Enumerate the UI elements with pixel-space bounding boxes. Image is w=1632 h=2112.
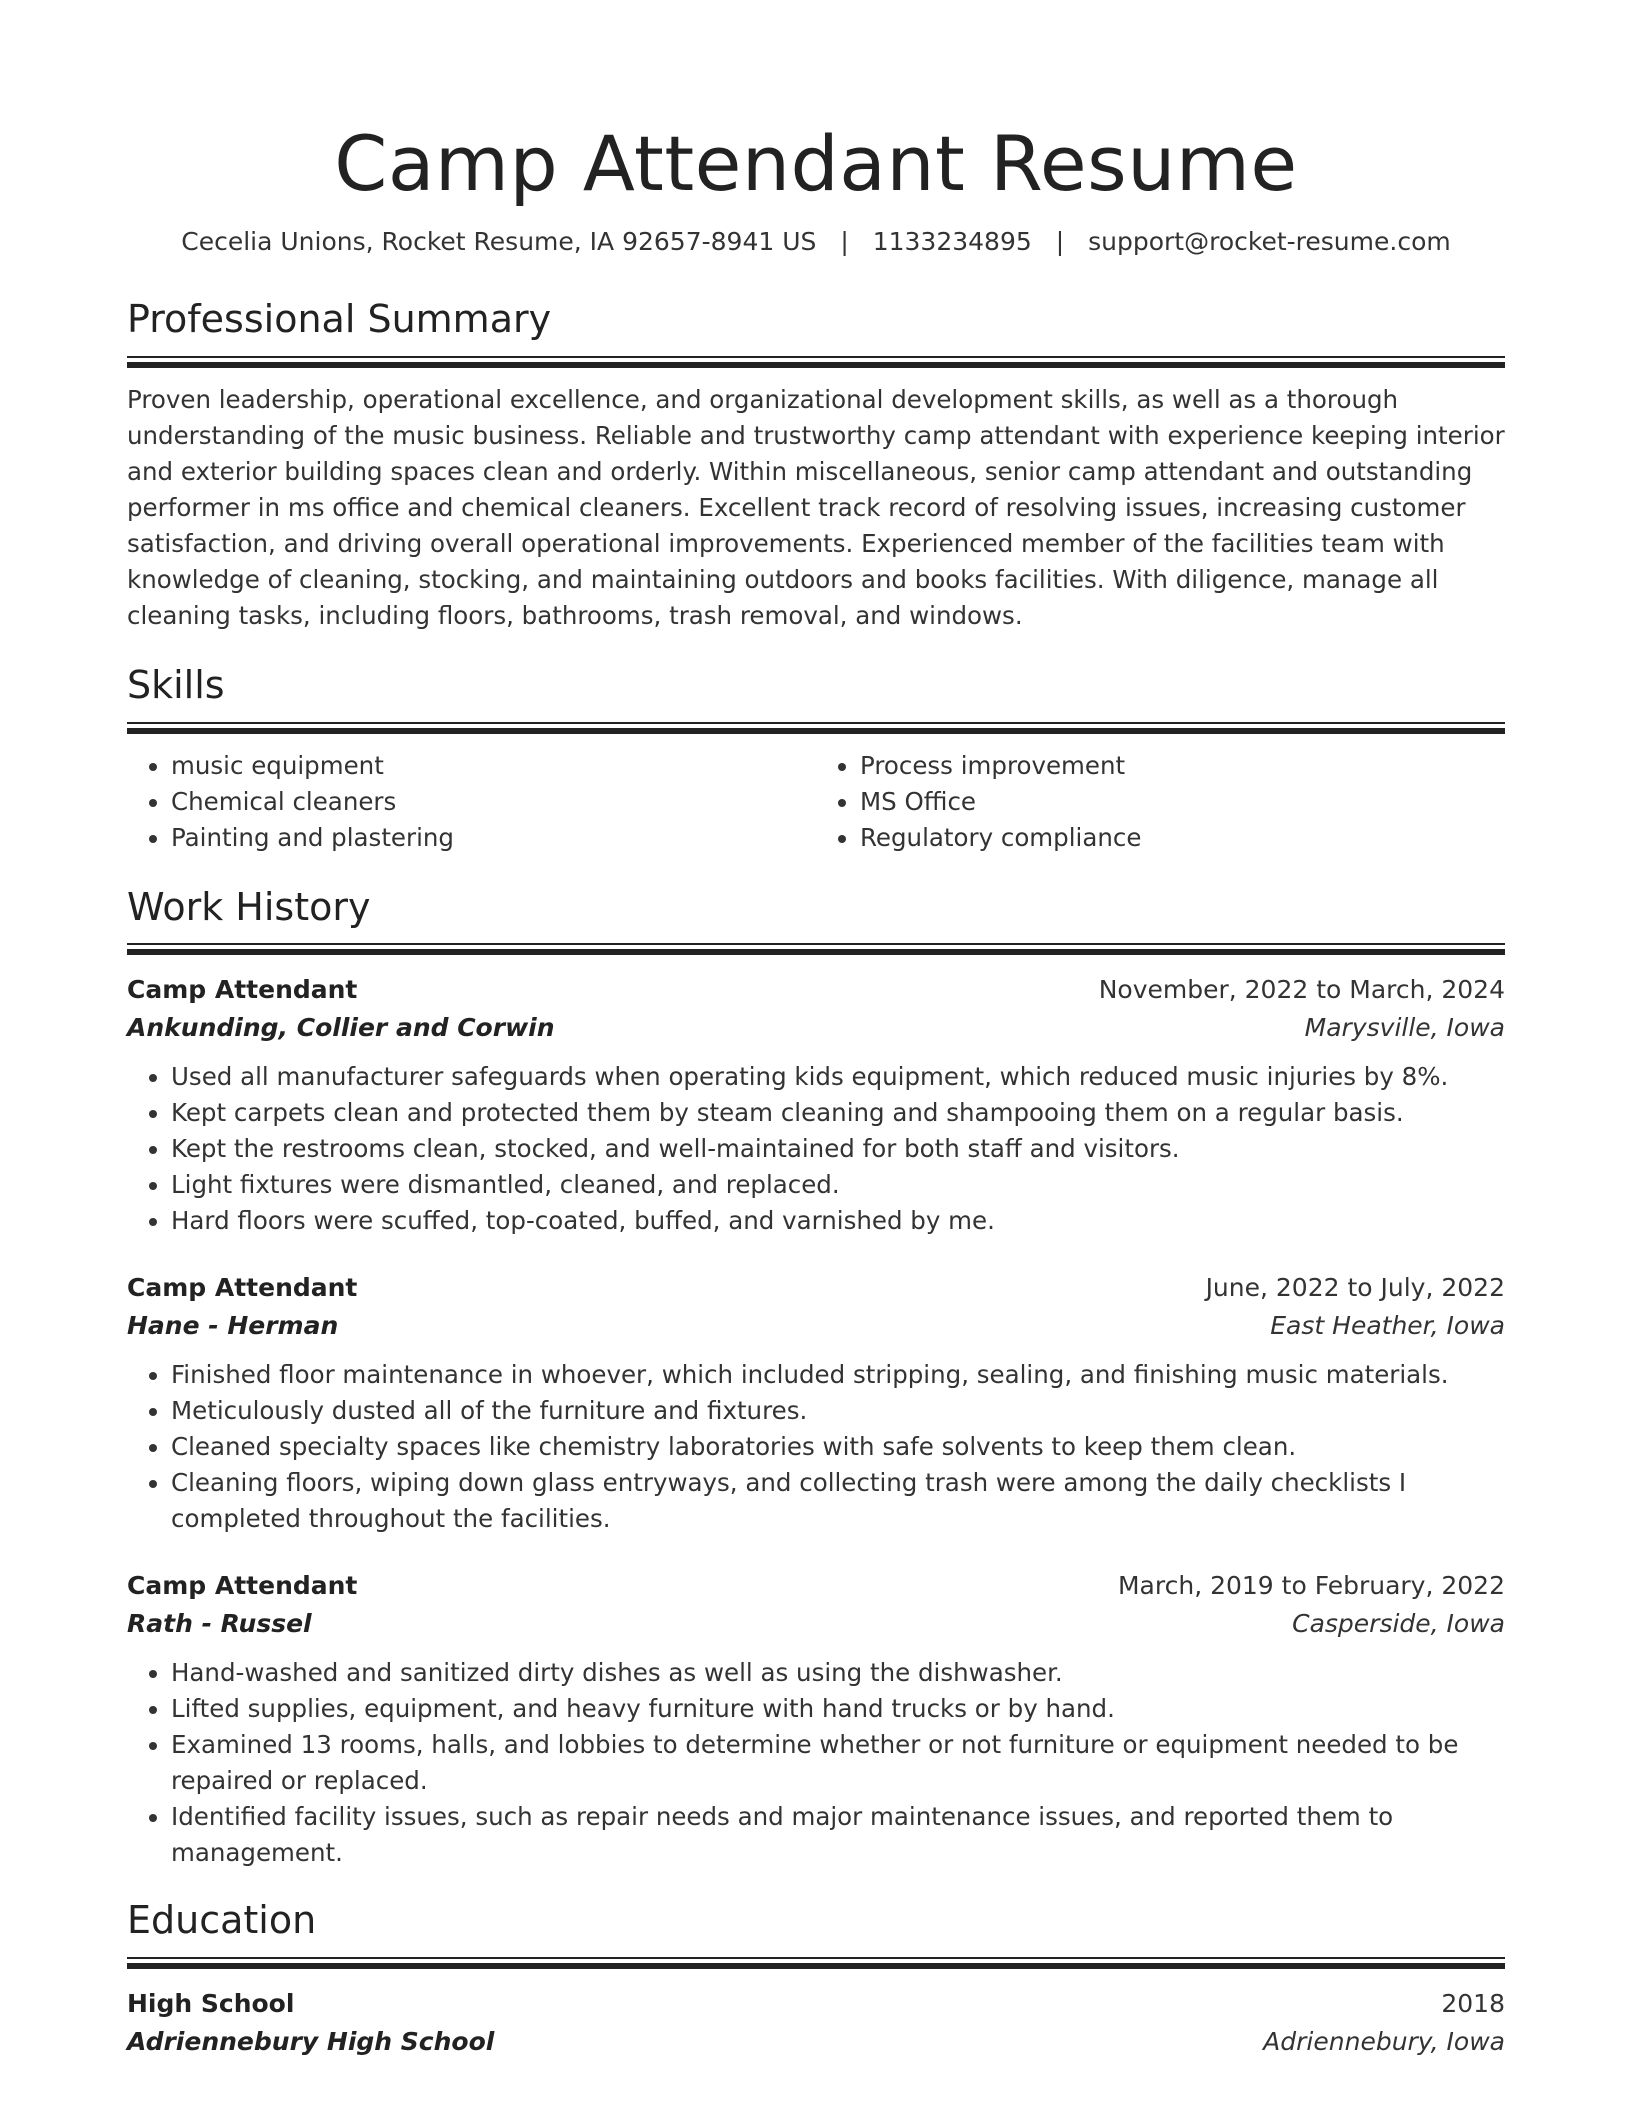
skill-item: • Regulatory compliance (860, 820, 1505, 856)
summary-text: Proven leadership, operational excellence, and organizational development skills, as well as a thorough understanding of the music business. Reliable and trustworthy camp attendant with experience keeping interior and exterior building spaces clean and orderly. Within miscellaneous, senior camp attendant and outstanding performer in ms office and chemical cleaners. Excellent track record of resolving issues, increasing customer satisfaction, and driving overall operational improvements. Experienced member of the facilities team with knowledge of cleaning, stocking, and maintaining outdoors and books facilities. With diligence, manage all cleaning tasks, including floors, bathrooms, trash removal, and windows. (127, 385, 1505, 631)
resume-title: Camp Attendant Resume (334, 119, 1298, 208)
section-divider (127, 1957, 1505, 1969)
education-school: Adriennebury High School (127, 2027, 495, 2057)
job-employer: Hane - Herman (127, 1311, 339, 1341)
contact-separator: | (1055, 227, 1065, 257)
duty-item: • Cleaned specialty spaces like chemistry laboratories with safe solvents to keep them clean. (171, 1429, 1505, 1465)
contact-phone: 1133234895 (872, 227, 1032, 257)
job-duties (127, 1357, 1505, 1537)
skill-item: • Chemical cleaners (171, 784, 816, 820)
skill-item: • MS Office (860, 784, 1505, 820)
skill-item: • Process improvement (860, 748, 1505, 784)
education-heading: Education (127, 1898, 317, 1943)
education-location: Adriennebury, Iowa (1263, 2027, 1505, 2057)
contact-separator: | (840, 227, 849, 257)
job-dates: June, 2022 to July, 2022 (1205, 1273, 1505, 1303)
job-duties (127, 1059, 1505, 1239)
job-entry (127, 1269, 1505, 1537)
section-divider (127, 356, 1505, 368)
work-history-heading: Work History (127, 884, 371, 929)
contact-address: Cecelia Unions, Rocket Resume, IA 92657-8941 US (181, 227, 817, 257)
duty-item: • Hard floors were scuffed, top-coated, buffed, and varnished by me. (171, 1203, 1505, 1239)
job-title: Camp Attendant (127, 975, 358, 1005)
duty-item: • Used all manufacturer safeguards when operating kids equipment, which reduced music injuries by 8%. (171, 1059, 1505, 1095)
skills-section (127, 664, 1505, 856)
job-title: Camp Attendant (127, 1273, 358, 1303)
skills-heading: Skills (127, 663, 225, 708)
duty-item: • Meticulously dusted all of the furniture and fixtures. (171, 1393, 1505, 1429)
job-location: East Heather, Iowa (1270, 1311, 1505, 1341)
section-divider (127, 943, 1505, 955)
job-duties (127, 1655, 1505, 1871)
job-dates: November, 2022 to March, 2024 (1098, 975, 1505, 1005)
duty-item: • Kept the restrooms clean, stocked, and well-maintained for both staff and visitors. (171, 1131, 1505, 1167)
section-divider (127, 722, 1505, 734)
education-year: 2018 (1441, 1989, 1505, 2019)
job-employer: Ankunding, Collier and Corwin (127, 1013, 555, 1043)
skills-column-left (127, 748, 816, 856)
job-dates: March, 2019 to February, 2022 (1117, 1571, 1505, 1601)
skill-item: • music equipment (171, 748, 816, 784)
duty-item: • Cleaning floors, wiping down glass entryways, and collecting trash were among the daily checklists I completed throughout the facilities. (171, 1465, 1505, 1537)
job-location: Casperside, Iowa (1292, 1609, 1505, 1639)
summary-section (127, 298, 1505, 634)
contact-line (127, 227, 1505, 256)
job-location: Marysville, Iowa (1304, 1013, 1505, 1043)
education-degree: High School (127, 1989, 295, 2019)
duty-item: • Examined 13 rooms, halls, and lobbies to determine whether or not furniture or equipment needed to be repaired or replaced. (171, 1727, 1505, 1799)
summary-heading: Professional Summary (127, 297, 552, 342)
duty-item: • Light fixtures were dismantled, cleaned, and replaced. (171, 1167, 1505, 1203)
duty-item: • Kept carpets clean and protected them by steam cleaning and shampooing them on a regular basis. (171, 1095, 1505, 1131)
skill-item: • Painting and plastering (171, 820, 816, 856)
skills-list (127, 748, 1505, 856)
contact-email: support@rocket-resume.com (1088, 227, 1451, 257)
work-history-section (127, 886, 1505, 1872)
duty-item: • Hand-washed and sanitized dirty dishes as well as using the dishwasher. (171, 1655, 1505, 1691)
skills-column-right (816, 748, 1505, 856)
duty-item: • Finished floor maintenance in whoever, which included stripping, sealing, and finishing music materials. (171, 1357, 1505, 1393)
education-section (127, 1899, 1505, 2061)
job-entry (127, 1567, 1505, 1871)
job-entry (127, 971, 1505, 1239)
job-employer: Rath - Russel (127, 1609, 312, 1639)
education-entry (127, 1985, 1505, 2061)
duty-item: • Identified facility issues, such as repair needs and major maintenance issues, and reported them to management. (171, 1799, 1505, 1871)
job-title: Camp Attendant (127, 1571, 358, 1601)
duty-item: • Lifted supplies, equipment, and heavy furniture with hand trucks or by hand. (171, 1691, 1505, 1727)
